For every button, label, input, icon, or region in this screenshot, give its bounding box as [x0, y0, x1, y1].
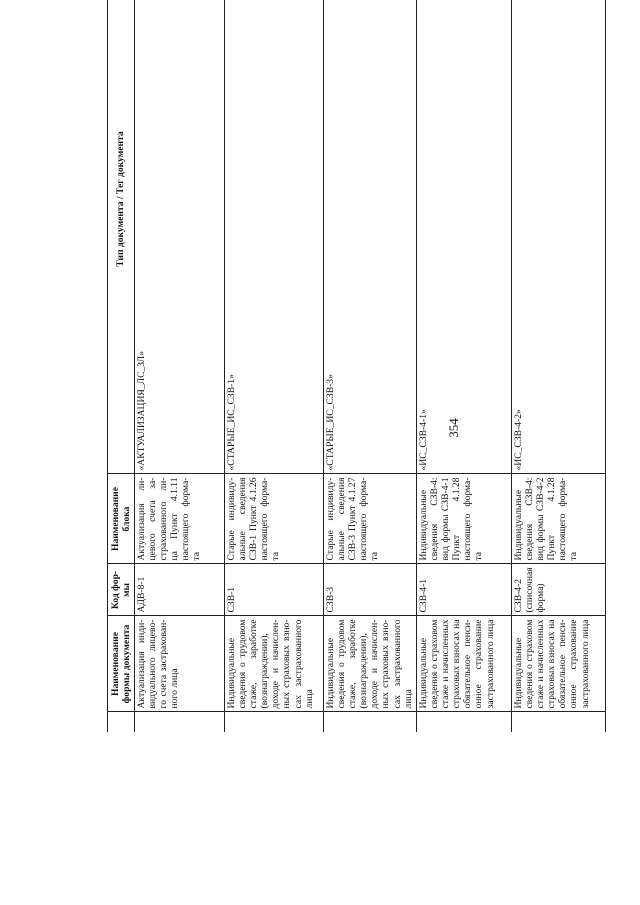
header-block-name: Наименование блока	[108, 474, 135, 564]
document-types-table	[107, 0, 606, 732]
blank-header-cell	[108, 712, 135, 732]
blank-cell	[135, 712, 225, 732]
cell-form-code: СЗВ-3	[324, 564, 417, 616]
cell-doc-tag: «АКТУАЛИЗАЦИЯ_ЛС_ЗЛ»	[135, 0, 225, 474]
table-header-row	[108, 0, 135, 732]
cell-doc-tag: «ИС_СЗВ-4-2»	[512, 0, 606, 474]
cell-block-name: Индивидуальные сведения СЗВ-4: вид формы СЗВ-4-2 Пункт 4.1.28 настоящего форма-та	[512, 474, 606, 564]
blank-cell	[324, 712, 417, 732]
blank-cell	[512, 712, 606, 732]
cell-form-code: СЗВ-4-1	[417, 564, 512, 616]
cell-doc-tag: «СТАРЫЕ_ИС_СЗВ-3»	[324, 0, 417, 474]
cell-form-name: Индивидуальные сведения о трудовом стаже, заработке (вознаграждении), доходе и начислен-ных страховых взно-сах застрахованного лица	[225, 616, 324, 712]
cell-form-code: СЗВ-4-2 (списочная форма)	[512, 564, 606, 616]
cell-doc-tag: «СТАРЫЕ_ИС_СЗВ-1»	[225, 0, 324, 474]
table-row	[512, 0, 606, 732]
rotated-table-wrapper	[107, 0, 637, 732]
header-form-name: Наименование формы документа	[108, 616, 135, 712]
cell-form-code: СЗВ-1	[225, 564, 324, 616]
page-number: 354	[446, 418, 461, 438]
cell-form-name: Актуализация инди-видуального лицево-го счета застрахован-ного лица	[135, 616, 225, 712]
table-row	[225, 0, 324, 732]
table-row	[324, 0, 417, 732]
cell-block-name: Индивидуальные сведения СЗВ-4: вид формы СЗВ-4-1 Пункт 4.1.28 настоящего форма-та	[417, 474, 512, 564]
cell-block-name: Актуализация ли-цевого счета за-страхованного ли-ца Пункт 4.1.11 настоящего форма-та	[135, 474, 225, 564]
header-doc-type: Тип документа / Тег документа	[108, 0, 135, 474]
cell-form-name: Индивидуальные сведения о страховом стаже и начисленных страховых взносах на обязательное пенси-онное страхование застрахованного лица	[417, 616, 512, 712]
blank-cell	[225, 712, 324, 732]
cell-block-name: Старые индивиду-альные сведения СЗВ-1 Пункт 4.1.26 настоящего форма-та	[225, 474, 324, 564]
header-form-code: Код фор-мы	[108, 564, 135, 616]
blank-cell	[417, 712, 512, 732]
table-row	[135, 0, 225, 732]
table-row	[417, 0, 512, 732]
cell-block-name: Старые индивиду-альные сведения СЗВ-3 Пункт 4.1.27 настоящего форма-та	[324, 474, 417, 564]
cell-form-name: Индивидуальные сведения о трудовом стаже, заработке (вознаграждении), доходе и начислен-ных страховых взно-сах застрахованного лица	[324, 616, 417, 712]
cell-doc-tag: «ИС_СЗВ-4-1»	[417, 0, 512, 474]
cell-form-code: АДВ-8-1	[135, 564, 225, 616]
cell-form-name: Индивидуальные сведения о страховом стаже и начисленных страховых взносах на обязательное пенси-онное страхование застрахованного лица	[512, 616, 606, 712]
